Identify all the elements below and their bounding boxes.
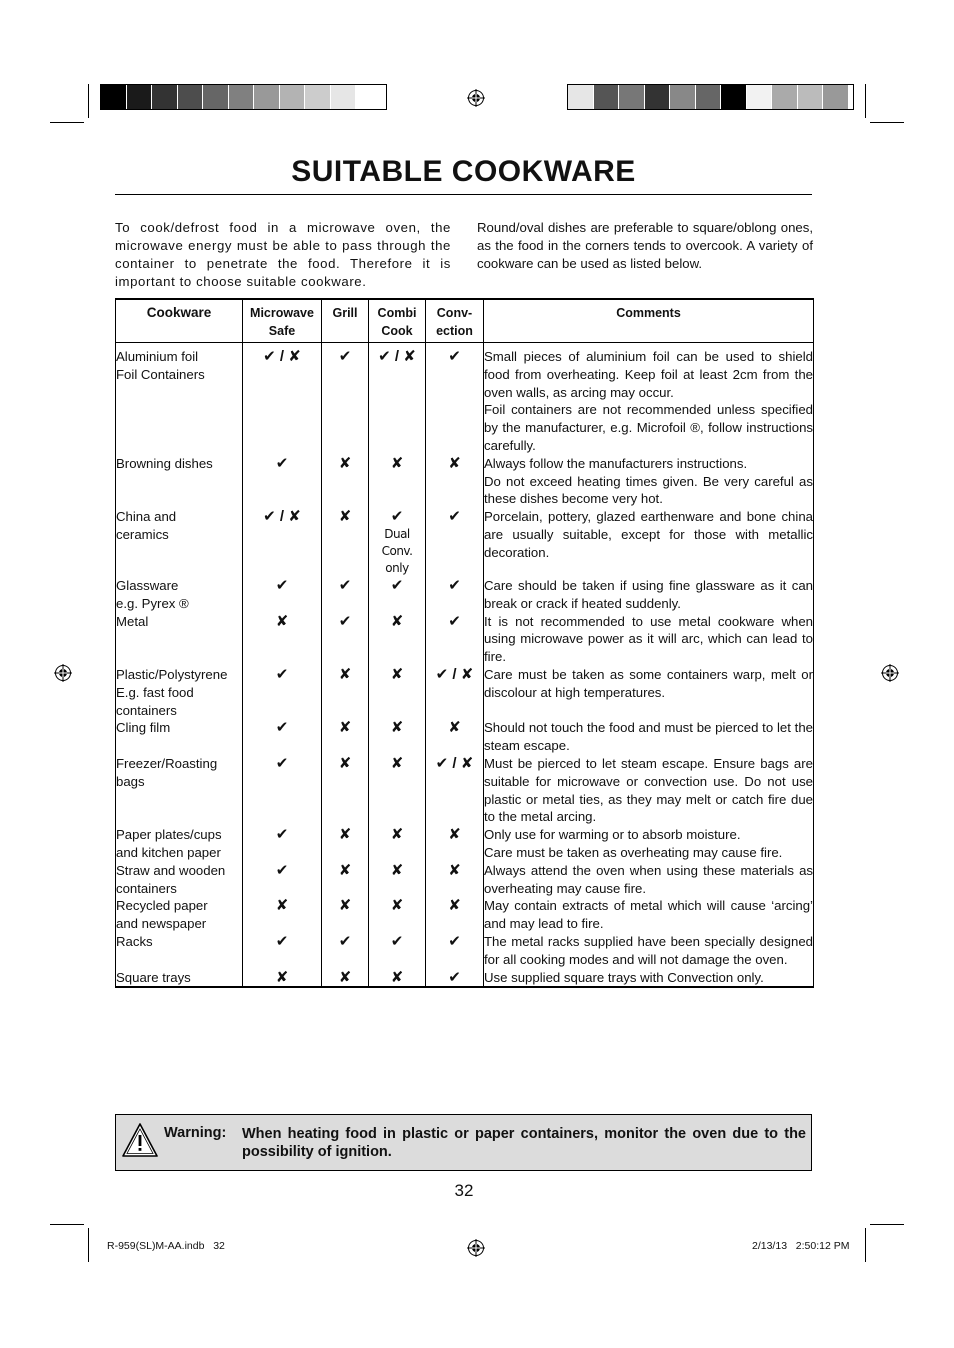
convection-cell: [426, 897, 484, 933]
grill-mark: ✔: [338, 932, 352, 950]
microwave-cell: [243, 826, 322, 862]
microwave-cell: [243, 577, 322, 613]
convection-mark: ✔: [448, 968, 461, 986]
comment-text: Do not exceed heating times given. Be very careful as these dishes become very hot.: [484, 473, 813, 507]
microwave-cell: [243, 508, 322, 577]
color-calibration-bar-left: [100, 84, 387, 110]
microwave-cell: [243, 969, 322, 988]
microwave-cell: [243, 897, 322, 933]
microwave-cell: [243, 455, 322, 508]
comment-text: Care must be taken as overheating may cause fire.: [484, 844, 783, 860]
convection-mark: ✔: [448, 348, 461, 365]
combi-cell: [369, 508, 426, 577]
table-row: [116, 755, 814, 826]
color-swatch: [670, 85, 696, 109]
comment-text: The metal racks supplied have been specially designed for all cooking modes and will not damage the oven.: [484, 933, 813, 967]
cookware-name-line: Square trays: [116, 969, 191, 985]
comment-text: It is not recommended to use metal cookware when using microwave power as it will arc, which can lead to fire.: [484, 613, 813, 665]
comment-cell: [484, 933, 814, 969]
grill-cell: [322, 826, 369, 862]
cookware-name-line: E.g. fast food: [116, 684, 194, 700]
crop-mark: [88, 1228, 89, 1262]
grill-cell: [322, 613, 369, 666]
crop-mark: [870, 122, 904, 123]
convection-cell: [426, 455, 484, 508]
comment-text: Only use for warming or to absorb moisture.: [484, 827, 741, 843]
table-row: [116, 933, 814, 969]
cookware-cell: [116, 666, 243, 719]
cookware-name-line: Plastic/Polystyrene: [116, 666, 228, 682]
cookware-name-line: Aluminium foil: [116, 349, 199, 364]
color-swatch: [772, 85, 798, 109]
cookware-name-line: Glassware: [116, 577, 179, 593]
grill-mark: ✔: [338, 348, 352, 365]
grill-cell: [322, 897, 369, 933]
microwave-cell: [243, 862, 322, 898]
cookware-cell: [116, 969, 243, 988]
header-comments: Comments: [484, 299, 814, 343]
microwave-mark: ✔: [275, 454, 289, 472]
convection-mark: ✔ / ✘: [435, 665, 474, 683]
cookware-cell: [116, 755, 243, 826]
combi-cell: [369, 897, 426, 933]
combi-mark: ✔: [390, 932, 404, 950]
crop-mark: [865, 84, 866, 118]
comment-cell: [484, 826, 814, 862]
combi-cell: [369, 862, 426, 898]
warning-triangle-icon: [121, 1122, 159, 1158]
convection-cell: [426, 826, 484, 862]
cookware-name-line: ceramics: [116, 526, 169, 542]
microwave-cell: [243, 666, 322, 719]
cookware-name-line: Browning dishes: [116, 455, 213, 471]
cookware-cell: [116, 613, 243, 666]
table-row: [116, 719, 814, 755]
grill-mark: ✔: [338, 612, 352, 630]
comment-text: Use supplied square trays with Convection only.: [484, 969, 764, 985]
convection-cell: [426, 719, 484, 755]
cookware-name-line: Racks: [116, 933, 153, 949]
microwave-mark: ✔: [275, 719, 289, 737]
cookware-cell: [116, 719, 243, 755]
cookware-name-line: Freezer/Roasting: [116, 755, 218, 771]
cookware-cell: [116, 933, 243, 969]
comment-cell: [484, 508, 814, 577]
convection-mark: ✔: [448, 576, 461, 594]
table-row: [116, 897, 814, 933]
cookware-name-line: Cling film: [116, 720, 171, 736]
microwave-mark: ✔: [275, 826, 289, 844]
combi-mark: ✘: [390, 826, 404, 844]
microwave-cell: [243, 719, 322, 755]
microwave-cell: [243, 755, 322, 826]
microwave-mark: ✔: [275, 861, 289, 879]
color-swatch: [331, 85, 357, 109]
comment-text: Must be pierced to let steam escape. Ensure bags are suitable for microwave or convection use. Do not use plastic or metal ties, as they may melt or catch fire due to the metal arcing.: [484, 755, 813, 825]
table-row: [116, 666, 814, 719]
cookware-cell: [116, 577, 243, 613]
intro-paragraph-left: To cook/defrost food in a microwave oven, the microwave energy must be able to pass through the container to penetrate the food. Therefore it is important to choose suitable cookware.: [115, 220, 451, 289]
convection-cell: [426, 508, 484, 577]
color-swatch: [127, 85, 153, 109]
convection-cell: [426, 666, 484, 719]
comment-text: Should not touch the food and must be pierced to let the steam escape.: [484, 720, 813, 754]
convection-cell: [426, 755, 484, 826]
cookware-table-body: [116, 343, 814, 988]
color-swatch: [645, 85, 671, 109]
cookware-name-line: China and: [116, 509, 177, 525]
table-row: [116, 508, 814, 577]
combi-mark: ✘: [390, 665, 404, 683]
page-number: 32: [454, 1181, 474, 1200]
cookware-name-line: and newspaper: [116, 916, 207, 932]
color-swatch: [101, 85, 127, 109]
footer-filename: R-959(SL)M-AA.indb 32: [107, 1240, 225, 1252]
microwave-mark: ✘: [275, 968, 289, 986]
convection-cell: [426, 862, 484, 898]
cookware-name-line: bags: [116, 773, 145, 789]
color-swatch: [152, 85, 178, 109]
header-combi-cook: Combi Cook: [369, 299, 426, 343]
combi-mark: ✘: [390, 861, 404, 879]
comment-cell: [484, 455, 814, 508]
grill-mark: ✘: [338, 454, 352, 472]
combi-mark: ✔ / ✘: [378, 348, 416, 365]
microwave-mark: ✔: [275, 576, 289, 594]
registration-mark-icon: [54, 664, 72, 682]
grill-mark: ✘: [338, 665, 352, 683]
grill-cell: [322, 577, 369, 613]
comment-cell: [484, 666, 814, 719]
convection-mark: ✔: [448, 508, 461, 526]
comment-text: Care must be taken as some containers warp, melt or discolour at high temperatures.: [484, 666, 813, 700]
convection-cell: [426, 613, 484, 666]
grill-mark: ✘: [338, 826, 352, 844]
microwave-mark: ✔: [275, 754, 289, 772]
convection-mark: ✔: [448, 932, 461, 950]
combi-cell: [369, 613, 426, 666]
convection-mark: ✔ / ✘: [435, 754, 474, 772]
cookware-cell: [116, 343, 243, 455]
grill-cell: [322, 508, 369, 577]
grill-cell: [322, 755, 369, 826]
combi-cell: [369, 577, 426, 613]
combi-mark: ✘: [390, 897, 404, 915]
combi-mark: ✘: [390, 719, 404, 737]
color-swatch: [594, 85, 620, 109]
cookware-cell: [116, 862, 243, 898]
grill-cell: [322, 969, 369, 988]
color-swatch: [229, 85, 255, 109]
comment-cell: [484, 613, 814, 666]
comment-text: Care should be taken if using fine glassware as it can break or crack if heated suddenly.: [484, 577, 813, 611]
color-swatch: [798, 85, 824, 109]
table-row: [116, 577, 814, 613]
intro-paragraph-right: Round/oval dishes are preferable to square/oblong ones, as the food in the corners tends to overcook. A variety of cookware can be used as listed below.: [477, 220, 813, 271]
registration-mark-icon: [881, 664, 899, 682]
microwave-cell: [243, 933, 322, 969]
grill-mark: ✘: [338, 508, 352, 526]
convection-mark: ✘: [448, 826, 461, 844]
cookware-name-line: Metal: [116, 613, 149, 629]
color-swatch: [619, 85, 645, 109]
convection-mark: ✘: [448, 719, 461, 737]
convection-cell: [426, 343, 484, 455]
color-swatch: [203, 85, 229, 109]
title-divider: [115, 194, 812, 195]
page-title: SUITABLE COOKWARE: [291, 155, 636, 188]
grill-mark: ✘: [338, 719, 352, 737]
convection-mark: ✘: [448, 897, 461, 915]
combi-cell: [369, 455, 426, 508]
comment-text: Foil containers are not recommended unless specified by the manufacturer, e.g. Microfoil ®, follow instructions carefully.: [484, 402, 813, 453]
crop-mark: [50, 122, 84, 123]
comment-cell: [484, 755, 814, 826]
color-swatch: [721, 85, 747, 109]
header-convection: Conv- ection: [426, 299, 484, 343]
table-row: [116, 455, 814, 508]
table-row: [116, 343, 814, 455]
combi-mark: ✘: [390, 968, 404, 986]
cookware-cell: [116, 508, 243, 577]
combi-note: only: [385, 560, 409, 575]
comment-text: May contain extracts of metal which will cause ‘arcing’ and may lead to fire.: [484, 898, 813, 932]
grill-cell: [322, 455, 369, 508]
header-cookware: Cookware: [116, 299, 243, 343]
cookware-cell: [116, 897, 243, 933]
microwave-cell: [243, 343, 322, 455]
registration-mark-icon: [467, 1239, 485, 1257]
microwave-mark: ✘: [275, 612, 289, 630]
microwave-mark: ✔ / ✘: [263, 348, 301, 365]
grill-cell: [322, 862, 369, 898]
color-swatch: [305, 85, 331, 109]
comment-text: Porcelain, pottery, glazed earthenware and bone china are usually suitable, except for those with metallic decoration.: [484, 509, 813, 560]
cookware-name-line: containers: [116, 880, 177, 896]
comment-cell: [484, 577, 814, 613]
cookware-name-line: e.g. Pyrex ®: [116, 595, 189, 611]
table-row: [116, 826, 814, 862]
cookware-cell: [116, 826, 243, 862]
combi-note: Dual Conv.: [381, 526, 413, 558]
grill-mark: ✔: [338, 576, 352, 594]
color-swatch: [823, 85, 849, 109]
warning-label: Warning:: [164, 1125, 227, 1141]
table-row: [116, 969, 814, 988]
combi-cell: [369, 343, 426, 455]
microwave-mark: ✘: [275, 897, 289, 915]
warning-box: [115, 1114, 812, 1171]
table-row: [116, 613, 814, 666]
combi-cell: [369, 826, 426, 862]
microwave-mark: ✔: [275, 932, 289, 950]
table-header-row: [116, 299, 814, 343]
color-swatch: [747, 85, 773, 109]
header-microwave-safe: Microwave Safe: [243, 299, 322, 343]
convection-cell: [426, 969, 484, 988]
cookware-name-line: and kitchen paper: [116, 844, 221, 860]
combi-cell: [369, 755, 426, 826]
microwave-cell: [243, 613, 322, 666]
cookware-table: [115, 298, 814, 988]
grill-mark: ✘: [338, 968, 352, 986]
cookware-name-line: Foil Containers: [116, 366, 205, 382]
combi-mark: ✘: [390, 754, 404, 772]
convection-cell: [426, 933, 484, 969]
combi-cell: [369, 969, 426, 988]
convection-mark: ✘: [448, 861, 461, 879]
color-swatch: [696, 85, 722, 109]
comment-text: Always follow the manufacturers instructions.: [484, 455, 748, 471]
crop-mark: [870, 1224, 904, 1225]
grill-cell: [322, 933, 369, 969]
grill-cell: [322, 666, 369, 719]
comment-cell: [484, 343, 814, 455]
cookware-name-line: Paper plates/cups: [116, 827, 222, 843]
header-grill: Grill: [322, 299, 369, 343]
grill-mark: ✘: [338, 754, 352, 772]
color-swatch: [568, 85, 594, 109]
combi-cell: [369, 933, 426, 969]
combi-mark: ✘: [390, 454, 404, 472]
crop-mark: [50, 1224, 84, 1225]
comment-cell: [484, 897, 814, 933]
grill-cell: [322, 343, 369, 455]
combi-cell: [369, 666, 426, 719]
convection-mark: ✔: [448, 612, 461, 630]
comment-text: Small pieces of aluminium foil can be used to shield food from overheating. Keep foil at least 2cm from the oven walls, as arcing may occur.: [484, 349, 813, 400]
cookware-name-line: containers: [116, 702, 177, 718]
color-swatch: [178, 85, 204, 109]
comment-text: Always attend the oven when using these materials as overheating may cause fire.: [484, 862, 813, 896]
combi-mark: ✔: [390, 508, 404, 526]
comment-cell: [484, 862, 814, 898]
cookware-name-line: Recycled paper: [116, 898, 208, 914]
color-swatch: [280, 85, 306, 109]
crop-mark: [865, 1228, 866, 1262]
microwave-mark: ✔ / ✘: [263, 508, 301, 526]
warning-text: When heating food in plastic or paper containers, monitor the oven due to the possibility of ignition.: [242, 1126, 806, 1160]
cookware-cell: [116, 455, 243, 508]
color-swatch: [254, 85, 280, 109]
microwave-mark: ✔: [275, 665, 289, 683]
convection-cell: [426, 577, 484, 613]
crop-mark: [88, 84, 89, 118]
cookware-name-line: Straw and wooden: [116, 862, 226, 878]
combi-mark: ✘: [390, 612, 404, 630]
combi-mark: ✔: [390, 576, 404, 594]
color-swatch: [356, 85, 382, 109]
comment-cell: [484, 719, 814, 755]
grill-mark: ✘: [338, 897, 352, 915]
color-calibration-bar-right: [567, 84, 854, 110]
registration-mark-icon: [467, 89, 485, 107]
footer-timestamp: 2/13/13 2:50:12 PM: [752, 1240, 850, 1252]
grill-mark: ✘: [338, 861, 352, 879]
table-row: [116, 862, 814, 898]
grill-cell: [322, 719, 369, 755]
convection-mark: ✘: [448, 454, 461, 472]
combi-cell: [369, 719, 426, 755]
comment-cell: [484, 969, 814, 988]
